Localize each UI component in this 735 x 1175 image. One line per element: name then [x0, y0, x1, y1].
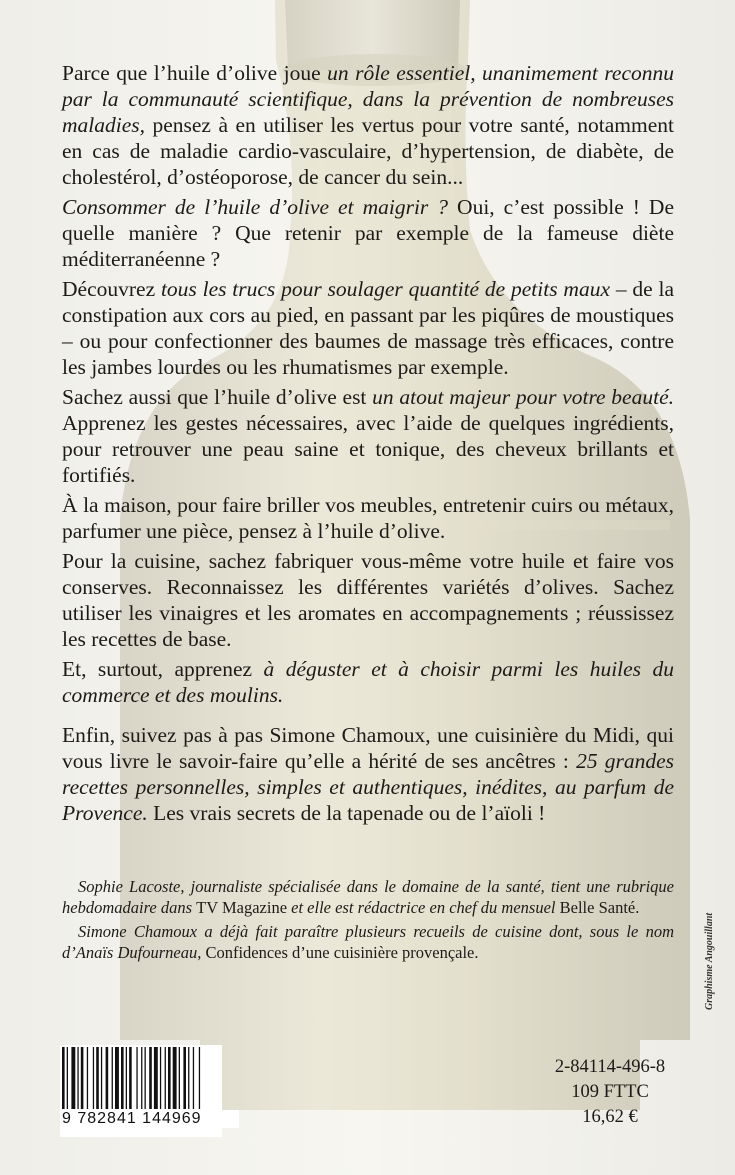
paragraph-6: Pour la cuisine, sachez fabriquer vous-même votre huile et faire vos conserves. Reconnaissez les différentes variétés d’olives. Sachez utiliser les vinaigres et les aromates en accompagnements ; réussissez les recettes de base.: [62, 549, 674, 651]
paragraph-5: À la maison, pour faire briller vos meubles, entretenir cuirs ou métaux, parfumer une pièce, pensez à l’huile d’olive.: [62, 493, 674, 543]
paragraph-1: Parce que l’huile d’olive joue un rôle essentiel, unanimement reconnu par la communauté scientifique, dans la prévention de nombreuses maladies, pensez à en utiliser les vertus pour votre santé, notamment en cas de maladie cardio-vasculaire, d’hypertension, de diabète, de cholestérol, d’ostéoporose, de cancer du sein...: [62, 61, 675, 189]
price-ftc: 109 FTTC: [571, 1082, 649, 1102]
paragraph-8: Enfin, suivez pas à pas Simone Chamoux, une cuisinière du Midi, qui vous livre le savoir-faire qu’elle a hérité de ses ancêtres : 25 grandes recettes personnelles, simples et authentiques, inédites, au parfum de Provence. Les vrais secrets de la tapenade ou de l’aïoli !: [62, 723, 674, 825]
barcode-digits: 9 782841 144969: [60, 1110, 239, 1128]
isbn: 2-84114-496-8: [554, 1057, 666, 1077]
paragraph-4: Sachez aussi que l’huile d’olive est un atout majeur pour votre beauté. Apprenez les gestes nécessaires, avec l’aide de quelques ingrédients, pour retrouver une peau saine et tonique, des cheveux brillants et fortifiés.: [62, 385, 674, 487]
paragraph-2: Consommer de l’huile d’olive et maigrir ? Oui, c’est possible ! De quelle manière ? Que retenir par exemple de la fameuse diète méditerranéenne ?: [62, 195, 674, 271]
description-text: [62, 60, 674, 830]
design-credit: Graphisme Angouillant: [704, 912, 715, 1010]
paragraph-3: Découvrez tous les trucs pour soulager quantité de petits maux – de la constipation aux cors au pied, en passant par les piqûres de moustiques – ou pour confectionner des baumes de massage très efficaces, contre les jambes lourdes ou les rhumatismes par exemple.: [62, 277, 675, 379]
price-eur: 16,62 €: [582, 1107, 638, 1127]
price-block: [540, 1055, 680, 1130]
paragraph-7: Et, surtout, apprenez à déguster et à choisir parmi les huiles du commerce et des moulins.: [62, 657, 674, 707]
bio-sophie-lacoste: Sophie Lacoste, journaliste spécialisée dans le domaine de la santé, tient une rubrique hebdomadaire dans TV Magazine et elle est rédactrice en chef du mensuel Belle Santé.: [62, 877, 674, 917]
bio-simone-chamoux: Simone Chamoux a déjà fait paraître plusieurs recueils de cuisine dont, sous le nom d’Anaïs Dufourneau, Confidences d’une cuisinière provençale.: [62, 922, 674, 962]
author-bios: [62, 876, 674, 966]
